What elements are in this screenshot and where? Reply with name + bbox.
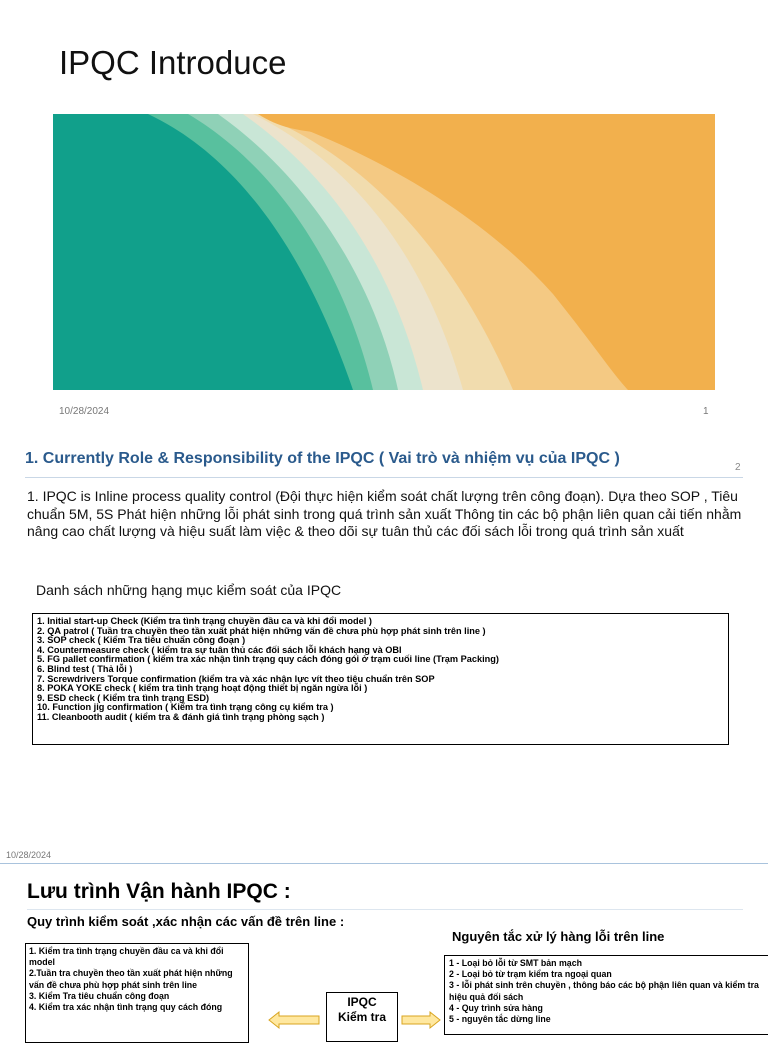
list-item: 3. Kiểm Tra tiêu chuẩn công đoạn xyxy=(29,990,170,1001)
slide-2-date: 10/28/2024 xyxy=(6,850,52,860)
list-item: 6. Blind test ( Thả lỗi ) xyxy=(37,663,133,674)
slide-2-heading: 1. Currently Role & Responsibility of the IPQC ( Vai trò và nhiệm vụ của IPQC ) xyxy=(25,450,620,467)
list-item: 9. ESD check ( Kiểm tra tình trạng ESD) xyxy=(37,692,210,703)
list-item: 4 - Quy trình sửa hàng xyxy=(449,1002,543,1013)
slide-3-title-rule xyxy=(27,909,743,910)
slide-1-title: IPQC Introduce xyxy=(59,44,287,81)
slide-1-banner-image xyxy=(53,114,715,390)
slide-2-page-number: 2 xyxy=(735,462,741,473)
slide-3-subtitle: Quy trình kiểm soát ,xác nhận các vấn đề trên line : xyxy=(27,914,345,929)
ipqc-check-box xyxy=(326,992,398,1042)
list-item: 3 - lỗi phát sinh trên chuyền , thông báo các bộ phận liên quan và kiểm tra hiệu quả đối sách xyxy=(449,980,759,1002)
list-item: 8. POKA YOKE check ( kiểm tra tình trạng hoạt động thiết bị ngăn ngừa lỗi ) xyxy=(37,683,368,694)
list-title-text: Danh sách những hạng mục kiểm soát của IPQC xyxy=(36,582,342,598)
list-item: 2.Tuần tra chuyền theo tần xuất phát hiện những vấn đề chưa phù hợp phát sinh trên line xyxy=(29,968,233,990)
slide-divider xyxy=(0,863,768,864)
list-item: 3. SOP check ( Kiểm Tra tiêu chuẩn công đoạn ) xyxy=(37,635,246,646)
slide-1-page-number: 1 xyxy=(703,406,709,417)
list-item: 7. Screwdrivers Torque confirmation (kiểm tra và xác nhận lực vít theo tiêu chuẩn trên SOP xyxy=(37,673,435,684)
slide-2-list-title xyxy=(36,582,341,598)
check-label: Kiểm tra xyxy=(337,1010,387,1024)
list-item: 4. Kiểm tra xác nhận tình trạng quy cách đóng xyxy=(29,1002,223,1013)
list-item: 1. Kiểm tra tình trạng chuyền đầu ca và khi đổi model xyxy=(29,946,224,968)
list-item: 1 - Loại bỏ lỗi từ SMT bản mạch xyxy=(449,958,582,968)
slide-3-title: Lưu trình Vận hành IPQC : xyxy=(27,880,291,903)
list-item: 5 - nguyên tắc dừng line xyxy=(449,1014,551,1025)
defect-handling-box xyxy=(444,955,768,1035)
list-item: 5. FG pallet confirmation ( kiểm tra xác nhận tình trạng quy cách đóng gói ở trạm cuối line (Trạm Packing) xyxy=(37,654,499,665)
list-item: 4. Countermeasure check ( kiểm tra sự tuân thủ các đối sách lỗi khách hạng và OBI xyxy=(37,644,402,655)
slide-2-heading-rule xyxy=(25,477,743,478)
list-item: 11. Cleanbooth audit ( kiểm tra & đánh giá tình trạng phòng sạch ) xyxy=(37,711,325,722)
banner-orange-top xyxy=(258,114,715,134)
slide-2-paragraph: 1. IPQC is Inline process quality control (Đội thực hiện kiểm soát chất lượng trên công đoạn). Dựa theo SOP , Tiêu chuẩn 5M, 5S Phát hiện những lỗi phát sinh trong quá trình sản xuất Thông tin các bộ phận liên quan cải tiến nhằm nâng cao chất lượng và hiệu suất làm việc & theo dõi sự tuân thủ các đối sách lỗi trong quá trình sản xuất xyxy=(27,488,742,539)
list-item: 2. QA patrol ( Tuần tra chuyền theo tần xuất phát hiện những vấn đề chưa phù hợp phát sinh trên line ) xyxy=(37,625,486,636)
list-item: 10. Function jig confirmation ( Kiểm tra tình trạng công cụ kiểm tra ) xyxy=(37,702,334,713)
arrow-left-icon xyxy=(268,1010,320,1030)
list-item: 1. Initial start-up Check (Kiểm tra tình trạng chuyền đầu ca và khi đổi model ) xyxy=(37,616,372,626)
defect-handling-title: Nguyên tắc xử lý hàng lỗi trên line xyxy=(452,929,665,944)
ipqc-control-list-box xyxy=(32,613,729,745)
slide-1-date: 10/28/2024 xyxy=(59,406,110,417)
arrow-right-icon xyxy=(401,1010,441,1030)
ipqc-label: IPQC xyxy=(347,995,377,1009)
control-process-box xyxy=(25,943,249,1043)
list-item: 2 - Loại bỏ từ trạm kiểm tra ngoại quan xyxy=(449,969,612,980)
